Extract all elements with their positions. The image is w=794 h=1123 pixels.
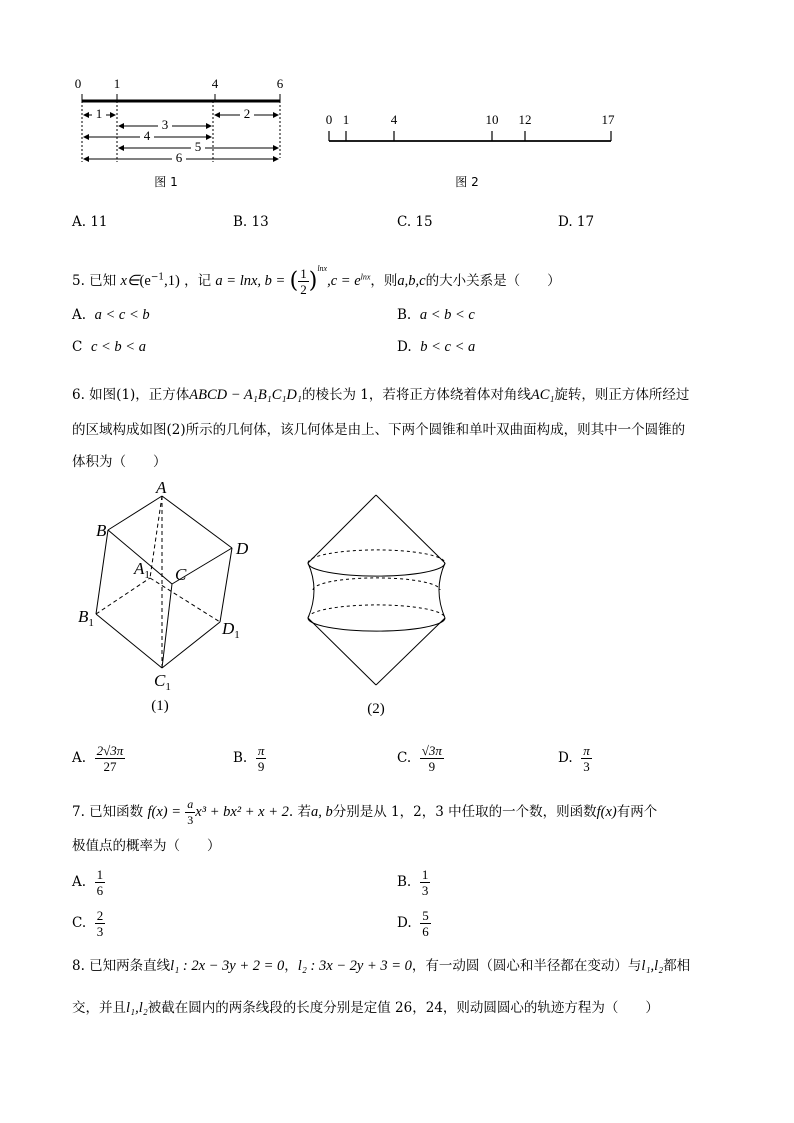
vertex-a1-label: $A_1$ bbox=[134, 559, 150, 581]
q5-tail: ，则 bbox=[370, 273, 398, 289]
q5-abc: a,b,c bbox=[397, 273, 426, 289]
rotation-body-caption: (2) bbox=[367, 701, 385, 717]
fig2-tick-label: 10 bbox=[485, 112, 499, 127]
fig2-tick-label: 0 bbox=[325, 112, 333, 127]
fig1-segment-label: 2 bbox=[243, 106, 251, 121]
q7-line1: 7. 已知函数 f(x) = $\frac{a}{3}$ x³ + bx² + x + 2 . 若 a, b 分别是从 1，2，3 中任取的一个数，则函数 f(x) 有两个 bbox=[72, 796, 658, 827]
q5-option-a: A. a < c < b bbox=[72, 307, 150, 323]
q5-a-def: a = lnx, b = bbox=[215, 273, 286, 289]
q4-option-c: C. 15 bbox=[397, 214, 433, 230]
q7-option-c: C. $\frac{2}{3}$ bbox=[72, 907, 104, 939]
fig1-segment-label: 3 bbox=[161, 117, 169, 132]
q5-c-def: ,c = e bbox=[327, 273, 361, 289]
fig1-tick-label: 4 bbox=[211, 76, 219, 91]
q5-interval-exp: −1 bbox=[150, 272, 165, 283]
fig1-segment-label: 6 bbox=[175, 150, 183, 165]
q5-interval: (e bbox=[139, 273, 151, 289]
fig2-tick-label: 4 bbox=[390, 112, 398, 127]
cube-figure bbox=[70, 478, 270, 718]
fig1-segment-label: 4 bbox=[143, 128, 151, 143]
q5-option-d: D. b < c < a bbox=[397, 339, 476, 355]
q5-mid: ，记 bbox=[184, 273, 212, 289]
q8-line1: 8. 已知两条直线l₁ : 2x − 3y + 2 = 0，l₂ : 3x − 2y + 3 = 0，有一动圆（圆心和半径都在变动）与l₁,l₂都相 bbox=[72, 958, 691, 974]
vertex-b1-label: $B_1$ bbox=[78, 607, 94, 629]
fig2-caption: 图 2 bbox=[455, 175, 479, 189]
q5-c-exp: lnx bbox=[360, 272, 371, 282]
q5-interval-end: ,1) bbox=[164, 273, 180, 289]
number-line-figure-1 bbox=[70, 70, 300, 195]
vertex-d-label: D bbox=[236, 539, 249, 558]
q4-option-d: D. 17 bbox=[558, 214, 595, 230]
vertex-a-label: A bbox=[156, 478, 167, 497]
fig1-segment-label: 1 bbox=[95, 106, 103, 121]
q6-line2: 的区域构成如图(2)所示的几何体，该几何体是由上、下两个圆锥和单叶双曲面构成，则其中一个圆锥的 bbox=[72, 422, 686, 438]
q5-x-in: x∈ bbox=[120, 273, 140, 289]
q5-stem: 5. 已知 $x\in(e^{-1},1)$ ，记 a = lnx, b = ( $\frac{1}{2}$ )$^{lnx},c = e^{lnx}$，则a,b,c的大小关系是（ ） bbox=[72, 264, 561, 297]
q6-option-c: C. $\frac{√3\pi}{9}$ bbox=[397, 742, 442, 774]
q7-line2: 极值点的概率为（ ） bbox=[72, 838, 221, 854]
fig1-caption: 图 1 bbox=[154, 175, 178, 189]
vertex-c1-label: $C_1$ bbox=[154, 671, 171, 693]
fig1-tick-label: 6 bbox=[276, 76, 284, 91]
fig2-tick-label: 1 bbox=[342, 112, 350, 127]
q6-option-a: A. $\frac{2√3\pi}{27}$ bbox=[72, 742, 124, 774]
cube-figure-caption: (1) bbox=[151, 698, 169, 714]
vertex-d1-label: $D_1$ bbox=[222, 619, 240, 641]
q5-b-exp: lnx bbox=[317, 264, 328, 273]
q5-number: 5. 已知 bbox=[72, 273, 117, 289]
q7-option-b: B. $\frac{1}{3}$ bbox=[397, 866, 429, 898]
q6-line3: 体积为（ ） bbox=[72, 454, 167, 470]
q6-line1: 6. 如图(1)，正方体ABCD − A₁B₁C₁D₁的棱长为 1，若将正方体绕着体对角线AC₁旋转，则正方体所经过 bbox=[72, 387, 690, 403]
q4-option-b: B. 13 bbox=[233, 214, 269, 230]
q5-option-c: C c < b < a bbox=[72, 339, 146, 355]
q6-option-d: D. $\frac{\pi}{3}$ bbox=[558, 742, 590, 774]
q5-tail2: 的大小关系是（ ） bbox=[425, 273, 561, 289]
fig1-tick-label: 0 bbox=[74, 76, 82, 91]
q5-half-num: 1 bbox=[300, 266, 307, 281]
q7-option-d: D. $\frac{5}{6}$ bbox=[397, 907, 429, 939]
number-line-figure-2 bbox=[315, 105, 625, 195]
fig1-segment-label: 5 bbox=[194, 139, 202, 154]
fig2-tick-label: 17 bbox=[601, 112, 615, 127]
q4-option-a: A. 11 bbox=[72, 214, 108, 230]
q5-option-b: B. a < b < c bbox=[397, 307, 475, 323]
q6-option-b: B. $\frac{\pi}{9}$ bbox=[233, 742, 265, 774]
vertex-b-label: B bbox=[96, 521, 107, 540]
fig1-tick-label: 1 bbox=[113, 76, 121, 91]
fig2-tick-label: 12 bbox=[518, 112, 532, 127]
rotation-body-figure bbox=[290, 485, 470, 725]
vertex-c-label: C bbox=[175, 565, 187, 584]
q8-line2: 交，并且l₁,l₂被截在圆内的两条线段的长度分别是定值 26，24，则动圆圆心的轨迹方程为（ ） bbox=[72, 1000, 659, 1016]
q5-half-den: 2 bbox=[300, 282, 307, 297]
q7-option-a: A. $\frac{1}{6}$ bbox=[72, 866, 104, 898]
